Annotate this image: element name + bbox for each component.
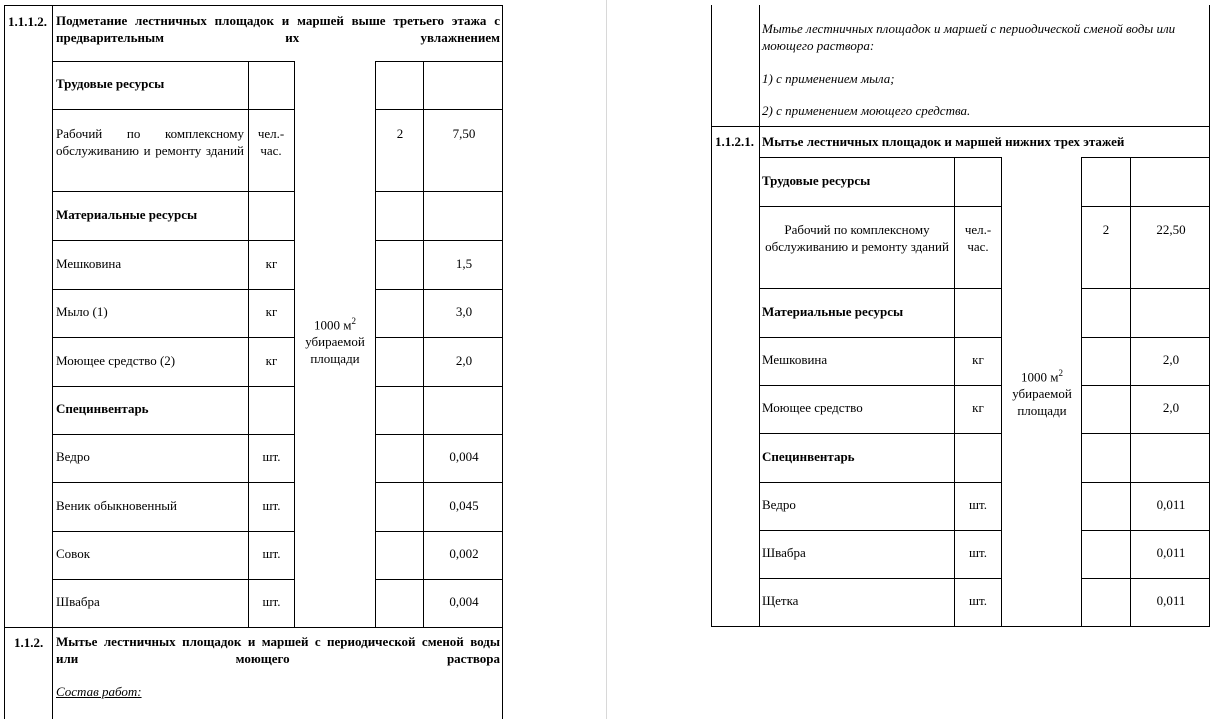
table-border (375, 579, 503, 580)
resource-unit: чел.-час. (257, 126, 285, 158)
table-border (375, 531, 503, 532)
resource-unit: чел.-час. (964, 222, 992, 254)
table-border (375, 61, 503, 62)
table-border (52, 109, 295, 110)
resource-group-heading: Материальные ресурсы (762, 303, 904, 319)
table-border (759, 482, 1001, 483)
resource-norm-value: 0,011 (1156, 593, 1186, 608)
resource-name: Моющее средство (2) (56, 352, 176, 368)
resource-norm-value: 0,004 (449, 449, 479, 464)
table-border (711, 126, 1209, 127)
table-border (1081, 157, 1209, 158)
table-border (4, 5, 5, 719)
resource-norm-value: 7,50 (452, 126, 476, 141)
table-border (1081, 578, 1209, 579)
section-title: Мытье лестничных площадок и маршей с периодической сменой воды или моющего раствора (56, 634, 500, 666)
resource-norm-value: 0,002 (449, 546, 479, 561)
table-border (1209, 5, 1210, 627)
table-border (759, 206, 1001, 207)
resource-unit: кг (265, 352, 278, 368)
measure-unit: 1000 $м^2$ убираемой площади (305, 316, 365, 367)
intro-text: Мытье лестничных площадок и маршей с периодической сменой воды или моющего раствора: (762, 21, 1176, 53)
resource-group-heading: Трудовые ресурсы (762, 172, 871, 188)
resource-unit: кг (265, 255, 278, 271)
resource-name: Швабра (56, 594, 100, 609)
resource-name: Моющее средство (762, 400, 863, 415)
resource-name: Мешковина (762, 352, 828, 367)
table-border (375, 191, 503, 192)
resource-unit: шт. (969, 497, 987, 512)
resource-group-heading: Трудовые ресурсы (56, 76, 165, 91)
table-border (4, 5, 503, 6)
table-border (375, 482, 503, 483)
table-border (759, 433, 1001, 434)
table-border (423, 61, 424, 627)
table-border (52, 61, 295, 62)
table-border (1081, 385, 1209, 386)
resource-group-heading: Специнвентарь (56, 401, 149, 416)
resource-norm-value: 22,50 (1156, 222, 1186, 237)
table-border (502, 5, 503, 719)
resource-name: Щетка (762, 593, 799, 608)
table-border (759, 157, 1001, 158)
resource-unit: шт. (262, 497, 281, 513)
resource-unit: кг (972, 400, 984, 415)
table-border (375, 289, 503, 290)
table-border (52, 5, 53, 719)
table-border (759, 288, 1001, 289)
resource-group-heading: Специнвентарь (762, 448, 855, 464)
table-border (52, 289, 295, 290)
table-border (375, 240, 503, 241)
resource-norm-value: 0,011 (1156, 497, 1186, 512)
section-number: 1.1.1.2. (8, 14, 47, 29)
resource-norm-value: 3,0 (455, 304, 473, 319)
table-border (759, 337, 1001, 338)
table-border (375, 386, 503, 387)
resource-unit: шт. (262, 594, 281, 609)
table-border (375, 337, 503, 338)
resource-quantity: 2 (1102, 222, 1110, 237)
table-border (1081, 482, 1209, 483)
section-title: Мытье лестничных площадок и маршей нижних трех этажей (762, 134, 1125, 149)
resource-quantity: 2 (396, 126, 404, 141)
table-border (1081, 288, 1209, 289)
resource-unit: кг (972, 352, 984, 367)
option-detergent: 2) с применением моющего средства. (762, 103, 971, 118)
resource-norm-value: 0,011 (1156, 545, 1186, 560)
resource-norm-value: 2,0 (1162, 352, 1180, 367)
resource-norm-value: 2,0 (455, 352, 473, 368)
composition-label: Состав работ: (56, 684, 142, 699)
section-title: Подметание лестничных площадок и маршей выше третьего этажа с предварительным их увлажнением (56, 13, 500, 45)
table-border (52, 434, 295, 435)
resource-norm-value: 1,5 (455, 255, 473, 271)
resource-name: Веник обыкновенный (56, 497, 177, 513)
table-border (759, 385, 1001, 386)
resource-name: Ведро (56, 449, 90, 464)
resource-name: Ведро (762, 497, 796, 512)
resource-norm-value: 2,0 (1162, 400, 1180, 415)
resource-unit: шт. (969, 545, 987, 560)
table-border (711, 626, 1209, 627)
section-number: 1.1.2. (14, 635, 44, 650)
resource-name: Мыло (1) (56, 304, 108, 319)
table-border (375, 61, 376, 627)
resource-norm-value: 0,045 (449, 497, 479, 513)
resource-unit: шт. (969, 593, 987, 608)
resource-unit: шт. (262, 449, 281, 464)
table-border (248, 61, 249, 627)
resource-unit: шт. (262, 546, 281, 561)
resource-name: Швабра (762, 545, 806, 560)
table-border (52, 482, 295, 483)
table-border (375, 434, 503, 435)
table-border (52, 240, 295, 241)
resource-group-heading: Материальные ресурсы (56, 206, 198, 222)
table-border (759, 578, 1001, 579)
measure-unit: 1000 $м^2$ убираемой площади (1012, 368, 1072, 419)
resource-name: Совок (56, 546, 91, 561)
table-border (375, 109, 503, 110)
table-border (1130, 157, 1131, 626)
table-border (759, 5, 760, 627)
page-divider (606, 0, 607, 719)
table-border (52, 386, 295, 387)
resource-name: Рабочий по комплексному обслуживанию и ремонту зданий (765, 222, 949, 254)
section-number: 1.1.2.1. (715, 134, 754, 149)
table-border (4, 627, 503, 628)
table-border (711, 5, 712, 627)
option-soap: 1) с применением мыла; (762, 71, 895, 86)
table-border (759, 530, 1001, 531)
table-border (1081, 337, 1209, 338)
table-border (52, 531, 295, 532)
resource-norm-value: 0,004 (449, 594, 479, 609)
table-border (52, 191, 295, 192)
table-border (52, 337, 295, 338)
resource-name: Рабочий по комплексному обслуживанию и ремонту зданий (56, 126, 244, 158)
resource-name: Мешковина (56, 255, 122, 271)
table-border (1081, 206, 1209, 207)
table-border (1081, 530, 1209, 531)
table-border (1081, 433, 1209, 434)
resource-unit: кг (265, 304, 278, 319)
table-border (52, 579, 295, 580)
